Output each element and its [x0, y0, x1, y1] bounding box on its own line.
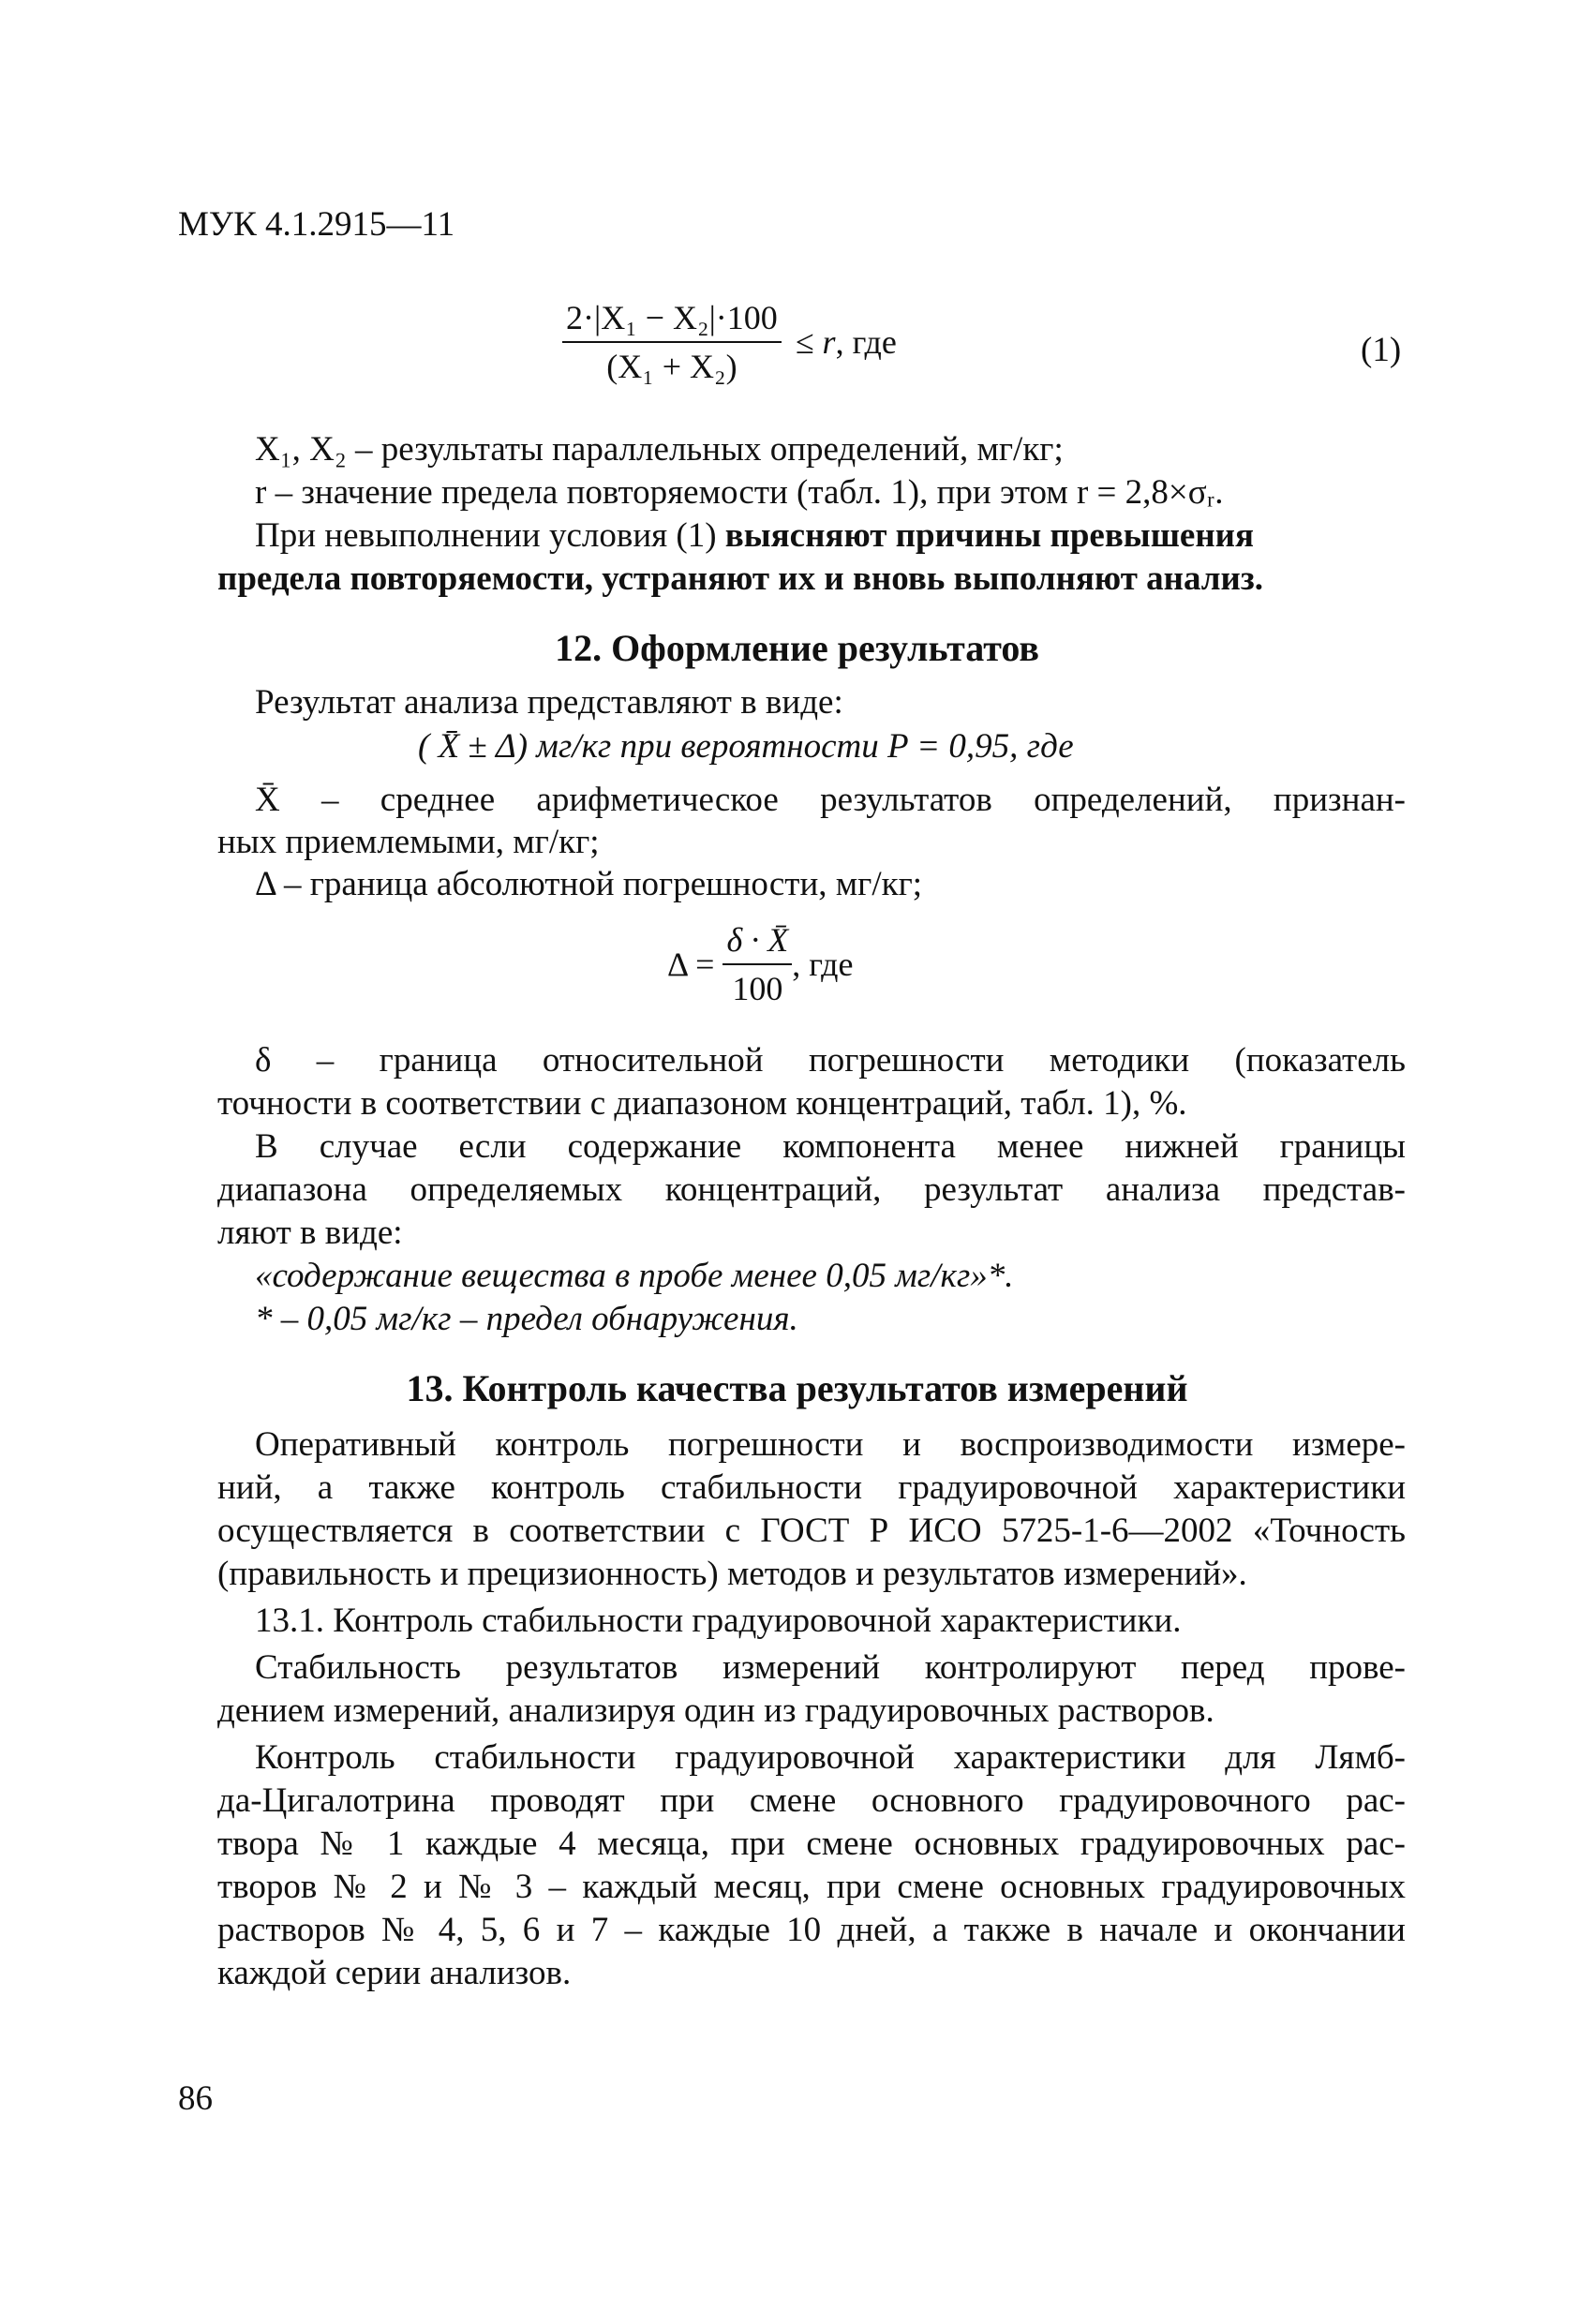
- formula-suffix: , где: [835, 323, 897, 361]
- section-13-p2-line1: Стабильность результатов измерений контролируют перед прове-: [255, 1648, 1406, 1687]
- small-delta-definition-line1: δ – граница относительной погрешности методики (показатель: [255, 1041, 1406, 1080]
- paragraph-repeatability-line2: предела повторяемости, устраняют их и вновь выполняют анализ.: [217, 559, 1263, 598]
- detection-limit-footnote: * – 0,05 мг/кг – предел обнаружения.: [255, 1300, 798, 1338]
- section-12-heading: 12. Оформление результатов: [555, 627, 1039, 669]
- xbar-definition-line2: ных приемлемыми, мг/кг;: [217, 823, 600, 861]
- formula-relation: ≤ r: [795, 323, 836, 361]
- section-13-p1-line3: осуществляется в соответствии с ГОСТ Р ИСО 5725-1-6—2002 «Точность: [217, 1512, 1406, 1550]
- formula-delta-suffix: , где: [792, 946, 854, 983]
- paragraph-repeatability-line1: [255, 515, 1254, 557]
- delta-definition: Δ – граница абсолютной погрешности, мг/кг;: [255, 865, 923, 903]
- section-13-p1-line4: (правильность и прецизионность) методов и результатов измерений».: [217, 1555, 1247, 1593]
- subsection-13-1: 13.1. Контроль стабильности градуировочной характеристики.: [255, 1601, 1182, 1640]
- formula-fraction: [562, 298, 782, 386]
- section-13-p3-line1: Контроль стабильности градуировочной характеристики для Лямб-: [255, 1738, 1406, 1777]
- formula-denominator: (X₁ + X₂): [606, 348, 737, 385]
- lower-limit-line2: диапазона определяемых концентраций, результат анализа представ-: [217, 1170, 1406, 1209]
- section-13-p3-line2: да-Цигалотрина проводят при смене основного градуировочного рас-: [217, 1781, 1406, 1820]
- repeatability-text-normal: При невыполнении условия (1): [255, 516, 725, 555]
- lower-limit-italic: «содержание вещества в пробе менее 0,05 мг/кг»*.: [255, 1257, 1014, 1295]
- formula-number: (1): [1361, 331, 1402, 369]
- formula-repeatability: [562, 298, 1218, 429]
- section-13-p1-line2: ний, а также контроль стабильности градуировочной характеристики: [217, 1468, 1406, 1507]
- section-13-p3-line4: творов № 2 и № 3 – каждый месяц, при смене основных градуировочных: [217, 1868, 1406, 1906]
- lower-limit-line3: ляют в виде:: [217, 1214, 403, 1252]
- result-form: ( X̄ ± Δ) мг/кг при вероятности P = 0,95, где: [418, 727, 1074, 766]
- formula-delta: [667, 920, 1042, 1033]
- document-code: МУК 4.1.2915—11: [178, 205, 455, 244]
- section-13-p3-line3: твора № 1 каждые 4 месяца, при смене основных градуировочных рас-: [217, 1825, 1406, 1863]
- definition-x1-x2: X₁, X₂ – результаты параллельных определений, мг/кг;: [255, 430, 1064, 469]
- section-12-intro: Результат анализа представляют в виде:: [255, 683, 843, 722]
- section-13-p3-line5: растворов № 4, 5, 6 и 7 – каждые 10 дней, а также в начале и окончании: [217, 1911, 1406, 1949]
- section-13-heading: 13. Контроль качества результатов измерений: [406, 1367, 1188, 1409]
- section-13-p3-line6: каждой серии анализов.: [217, 1954, 572, 1992]
- small-delta-definition-line2: точности в соответствии с диапазоном концентраций, табл. 1), %.: [217, 1084, 1187, 1123]
- formula-numerator: 2·|X₁ − X₂|·100: [562, 298, 782, 343]
- section-13-p1-line1: Оперативный контроль погрешности и воспроизводимости измере-: [255, 1425, 1406, 1464]
- lower-limit-line1: В случае если содержание компонента менее нижней границы: [255, 1127, 1406, 1166]
- xbar-definition-line1: X̄ – среднее арифметическое результатов определений, признан-: [255, 781, 1406, 819]
- page-number: 86: [178, 2079, 213, 2118]
- definition-r: r – значение предела повторяемости (табл. 1), при этом r = 2,8×σᵣ.: [255, 473, 1224, 512]
- repeatability-text-bold: выясняют причины превышения: [724, 516, 1255, 555]
- formula-delta-numerator: δ · X̄: [723, 920, 792, 965]
- formula-delta-fraction: [723, 920, 792, 1008]
- formula-delta-lhs: Δ =: [667, 946, 715, 983]
- section-13-p2-line2: дением измерений, анализируя один из градуировочных растворов.: [217, 1691, 1214, 1730]
- formula-delta-denominator: 100: [732, 970, 783, 1007]
